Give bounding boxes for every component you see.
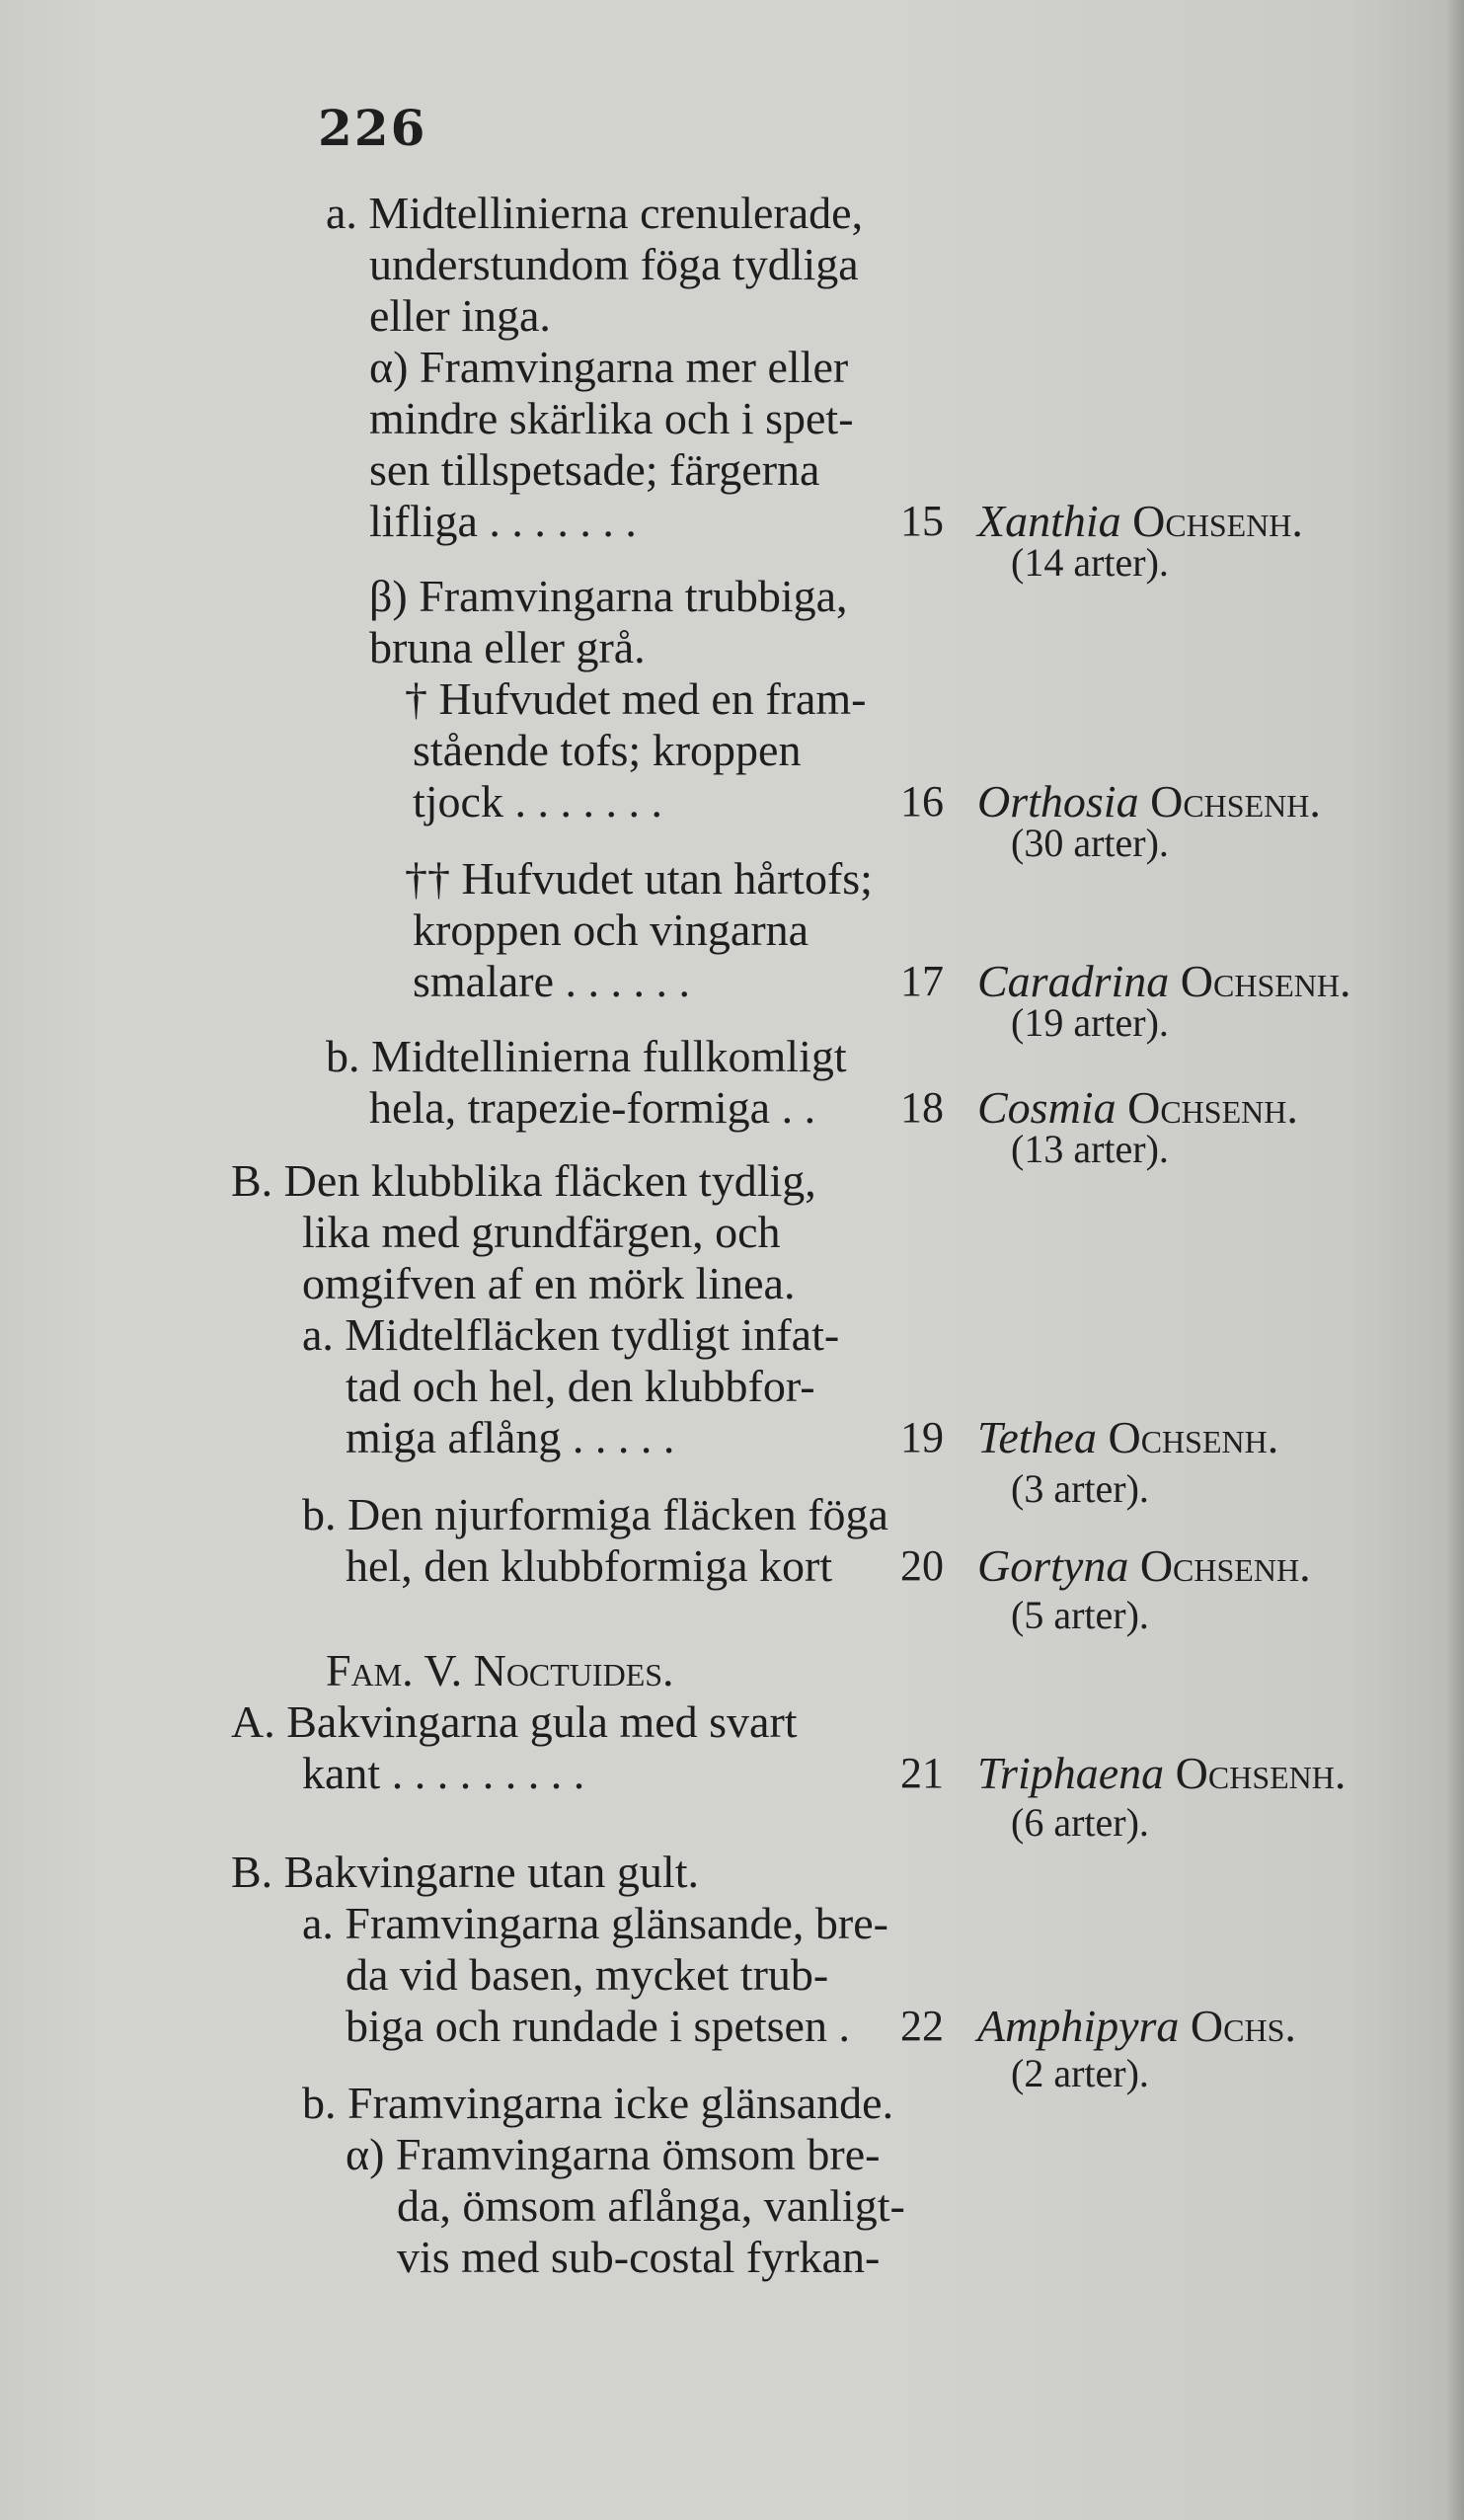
key-line: a. Midtellinierna crenulerade, [326,188,864,238]
key-line: †† Hufvudet utan hårtofs; [405,853,873,904]
family-heading: Fam. V. Noctuides. [326,1645,674,1695]
key-line: omgifven af en mörk linea. [302,1258,796,1308]
key-line: miga aflång . . . . . [346,1412,675,1462]
key-line: β) Framvingarna trubbiga, [369,571,848,621]
key-line: B. Den klubblika fläcken tydlig, [231,1155,816,1206]
key-line: α) Framvingarna ömsom bre- [346,2129,881,2179]
species-count: (13 arter). [1011,1127,1169,1171]
species-count: (6 arter). [1011,1800,1149,1845]
page-number: 226 [318,99,427,157]
key-line: understundom föga tydliga [369,239,859,289]
genus-name-text: Gortyna [977,1540,1129,1591]
key-line: bruna eller grå. [369,622,646,672]
genus-author: Ochsenh. [1108,1412,1279,1462]
key-line: b. Framvingarna icke glänsande. [302,2078,894,2128]
genus-author: Ochsenh. [1139,1540,1311,1591]
key-line: mindre skärlika och i spet- [369,393,854,443]
genus-number: 21 [900,1749,944,1797]
key-line: a. Midtelfläcken tydligt infat- [302,1309,840,1360]
genus-number: 15 [900,497,944,545]
genus-name-text: Cosmia [977,1082,1117,1133]
key-line: sen tillspetsade; färgerna [369,444,820,495]
key-line: lifliga . . . . . . . [369,496,637,546]
key-line: biga och rundade i spetsen . [346,2001,850,2051]
key-line: α) Framvingarna mer eller [369,342,849,392]
key-line: b. Midtellinierna fullkomligt [326,1031,847,1081]
key-line: hela, trapezie-formiga . . [369,1082,816,1133]
genus-number: 16 [900,777,944,826]
genus-name-text: Xanthia [977,496,1121,546]
genus-number: 17 [900,957,944,1005]
key-line: † Hufvudet med en fram- [405,673,867,724]
genus-name-text: Tethea [977,1412,1097,1462]
key-line: A. Bakvingarna gula med svart [231,1696,798,1747]
key-line: tjock . . . . . . . [413,776,662,827]
key-line: hel, den klubbformiga kort [346,1540,833,1591]
key-line: smalare . . . . . . [413,956,691,1006]
genus-name-text: Caradrina [977,956,1170,1006]
genus-author: Ochsenh. [1175,1748,1347,1798]
key-line: eller inga. [369,290,551,341]
key-line: a. Framvingarna glänsande, bre- [302,1898,888,1948]
key-line: da vid basen, mycket trub- [346,1949,829,2000]
key-line: vis med sub-costal fyrkan- [397,2232,881,2282]
key-line: stående tofs; kroppen [413,725,802,775]
genus-number: 20 [900,1541,944,1590]
genus-number: 22 [900,2002,944,2050]
key-line: B. Bakvingarne utan gult. [231,1847,699,1897]
genus-name-text: Orthosia [977,776,1139,827]
genus-number: 19 [900,1413,944,1461]
species-count: (3 arter). [1011,1466,1149,1511]
species-count: (5 arter). [1011,1593,1149,1637]
key-line: kroppen och vingarna [413,905,809,955]
key-line: kant . . . . . . . . . [302,1748,585,1798]
genus-author: Ochs. [1190,2001,1296,2051]
species-count: (19 arter). [1011,1000,1169,1045]
genus-name [977,1748,1346,1799]
genus-name-text: Triphaena [977,1748,1165,1798]
key-line: b. Den njurformiga fläcken föga [302,1489,888,1539]
genus-name [977,2001,1296,2052]
key-line: da, ömsom aflånga, vanligt- [397,2180,905,2231]
genus-name-text: Amphipyra [977,2001,1180,2051]
genus-author: Ochsenh. [1132,496,1303,546]
species-count: (30 arter). [1011,821,1169,865]
species-count: (14 arter). [1011,540,1169,585]
genus-number: 18 [900,1083,944,1132]
genus-author: Ochsenh. [1180,956,1351,1006]
genus-author: Ochsenh. [1150,776,1321,827]
species-count: (2 arter). [1011,2051,1149,2095]
genus-author: Ochsenh. [1127,1082,1298,1133]
page-edge-shadow [1446,0,1464,2520]
genus-name [977,1540,1311,1592]
genus-name [977,1412,1278,1463]
key-line: lika med grundfärgen, och [302,1207,781,1257]
key-line: tad och hel, den klubbfor- [346,1361,815,1411]
